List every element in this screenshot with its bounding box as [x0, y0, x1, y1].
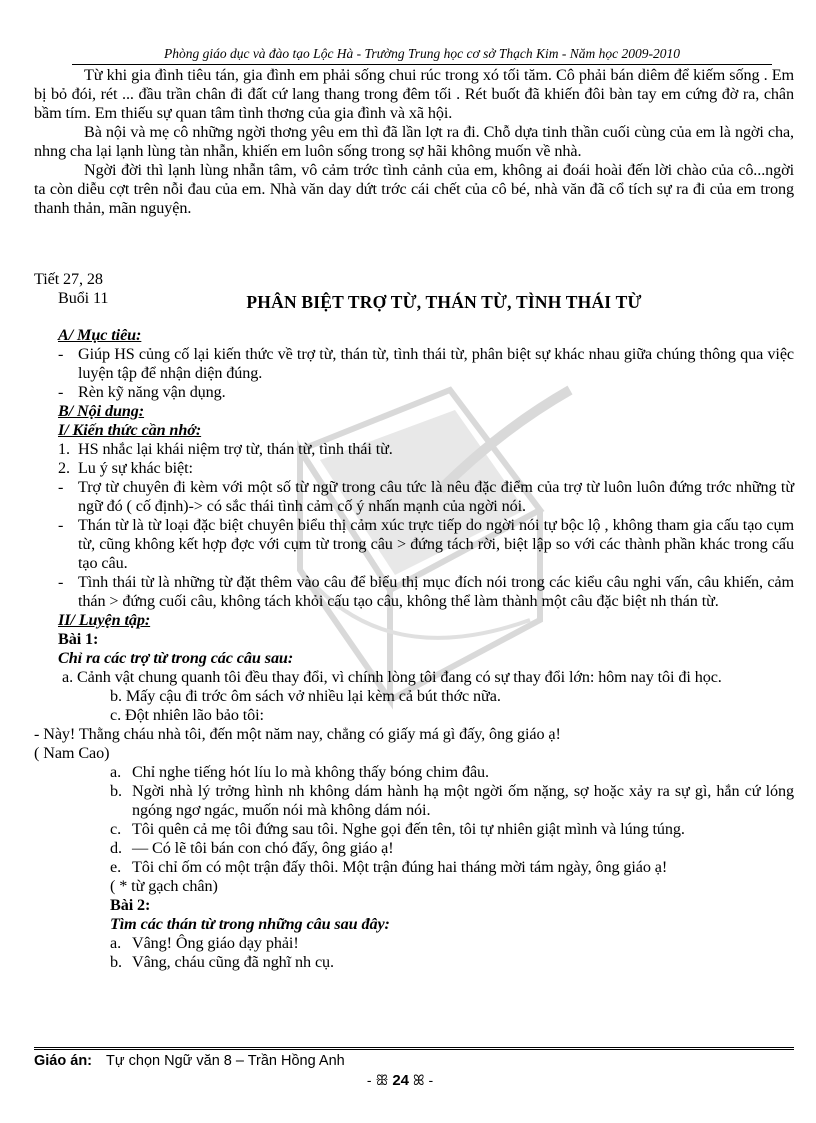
lesson-buoi: Buổi 11 [58, 289, 109, 307]
list-item: b. Ngời nhà lý trởng hình nh không dám hành hạ một ngời ốm nặng, sợ hoặc xảy ra sự gì, hắn cứ lóng ngóng ngơ ngác, muốn nói mà không dám nói. [110, 782, 794, 819]
bai1-quote: - Này! Thằng cháu nhà tôi, đến một năm nay, chẳng có giấy má gì đấy, ông giáo ạ! [34, 725, 561, 743]
intro-paragraph-3: Ngời đời thì lạnh lùng nhẫn tâm, vô cảm trớc tình cảnh của em, không ai đoái hoài đến lời chào của cô...ngời ta còn diễu cợt trên nỗi đau của em. Nhà văn day dứt trớc cái chết của cô bé, nhà văn đã cổ tích sự ra đi của em trong thanh thản, mãn nguyện. [34, 161, 794, 217]
footer-label: Giáo án: [34, 1053, 93, 1069]
bai1-note: ( * từ gạch chân) [110, 877, 218, 895]
list-item: a. Chỉ nghe tiếng hót líu lo mà không thấy bóng chim đâu. [110, 763, 489, 781]
list-item: 2. Lu ý sự khác biệt: [58, 459, 193, 477]
list-item: a. Vâng! Ông giáo dạy phải! [110, 934, 299, 952]
page-header: Phòng giáo dục và đào tạo Lộc Hà - Trường Trung học cơ sở Thạch Kim - Năm học 2009-2010 [72, 46, 772, 65]
list-item: 1. HS nhắc lại khái niệm trợ từ, thán từ, tình thái từ. [58, 440, 393, 458]
page-number-value: 24 [392, 1072, 410, 1089]
noi-dung-heading: B/ Nội dung: [58, 402, 145, 420]
bai1-prompt: Chỉ ra các trợ từ trong các câu sau: [58, 649, 294, 667]
bai2-label: Bài 2: [110, 896, 151, 914]
list-item: - Thán từ là từ loại đặc biệt chuyên biểu thị cảm xúc trực tiếp do ngời nói tự bộc lộ , không tham gia cấu tạo cụm từ, cũng không kết hợp đợc với cụm từ trong câu > đứng tách rời, biệt lập so với các thành phần khác trong cấu tạo câu. [58, 516, 794, 572]
footer-text: Tự chọn Ngữ văn 8 – Trần Hồng Anh [106, 1053, 345, 1069]
page-deco-right: ꕤ - [412, 1072, 434, 1088]
bai1-label: Bài 1: [58, 630, 99, 648]
luyen-tap-heading: II/ Luyện tập: [58, 611, 151, 629]
list-item: - Trợ từ chuyên đi kèm với một số từ ngữ trong câu tức là nêu đặc điểm của trợ từ luôn luôn đứng trớc những từ ngữ đó ( cố định)-> có sắc thái tình cảm cố ý nhấn mạnh của ngời nói. [58, 478, 794, 515]
lesson-title: PHÂN BIỆT TRỢ TỪ, THÁN TỪ, TÌNH THÁI TỪ [246, 292, 642, 312]
list-item: b. Vâng, cháu cũng đã nghĩ nh cụ. [110, 953, 334, 971]
page-deco-left: - ꕥ [366, 1072, 389, 1088]
intro-paragraph-2: Bà nội và mẹ cô những ngời thơng yêu em thì đã lần lợt ra đi. Chỗ dựa tinh thần cuối cùng của em là ngời cha, nhng cha lại lạnh lùng tàn nhẫn, khiến em luôn sống trong sợ hãi không muốn về nhà. [34, 123, 794, 160]
list-item: - Giúp HS củng cố lại kiến thức về trợ từ, thán từ, tình thái từ, phân biệt sự khác nhau giữa chúng thông qua việc luyện tập để nhận diện đúng. [58, 345, 794, 382]
lesson-tiet: Tiết 27, 28 [34, 270, 103, 288]
list-item: - Rèn kỹ năng vận dụng. [58, 383, 226, 401]
bai1-a: a. Cảnh vật chung quanh tôi đều thay đổi, vì chính lòng tôi đang có sự thay đổi lớn: hôm nay tôi đi học. [62, 668, 722, 686]
muc-tieu-heading: A/ Mục tiêu: [58, 326, 142, 344]
bai2-prompt: Tìm các thán từ trong những câu sau đây: [110, 915, 390, 933]
intro-paragraph-1: Từ khi gia đình tiêu tán, gia đình em phải sống chui rúc trong xó tối tăm. Cô phải bán diêm để kiếm sống . Em bị bỏ đói, rét ... đầu trần chân đi đất cứ lang thang trong đêm tối . Rét buốt đã khiến đôi bàn tay em cứng đờ ra, chân bầm tím. Em thiếu sự quan tâm tình thơng của gia đình và xã hội. [34, 66, 794, 122]
bai1-b: b. Mấy cậu đi trớc ôm sách vở nhiều lại kèm cả bút thớc nữa. [110, 687, 501, 705]
bai1-source: ( Nam Cao) [34, 744, 110, 762]
list-item: - Tình thái từ là những từ đặt thêm vào câu để biểu thị mục đích nói trong các kiểu câu nghi vấn, câu khiến, cảm thán > đứng cuối câu, không tách khỏi cấu tạo câu, không thể làm thành một câu đặc biệt nh thán từ. [58, 573, 794, 610]
list-item: d. — Có lẽ tôi bán con chó đấy, ông giáo ạ! [110, 839, 394, 857]
list-item: e. Tôi chỉ ốm có một trận đấy thôi. Một trận đúng hai tháng mời tám ngày, ông giáo ạ! [110, 858, 668, 876]
bai1-c: c. Đột nhiên lão bảo tôi: [110, 706, 264, 724]
list-item: c. Tôi quên cả mẹ tôi đứng sau tôi. Nghe gọi đến tên, tôi tự nhiên giật mình và lúng túng. [110, 820, 685, 838]
page-number [0, 1072, 800, 1089]
page-content [34, 66, 794, 972]
kien-thuc-heading: I/ Kiến thức cần nhớ: [58, 421, 202, 439]
page-footer [34, 1053, 794, 1069]
